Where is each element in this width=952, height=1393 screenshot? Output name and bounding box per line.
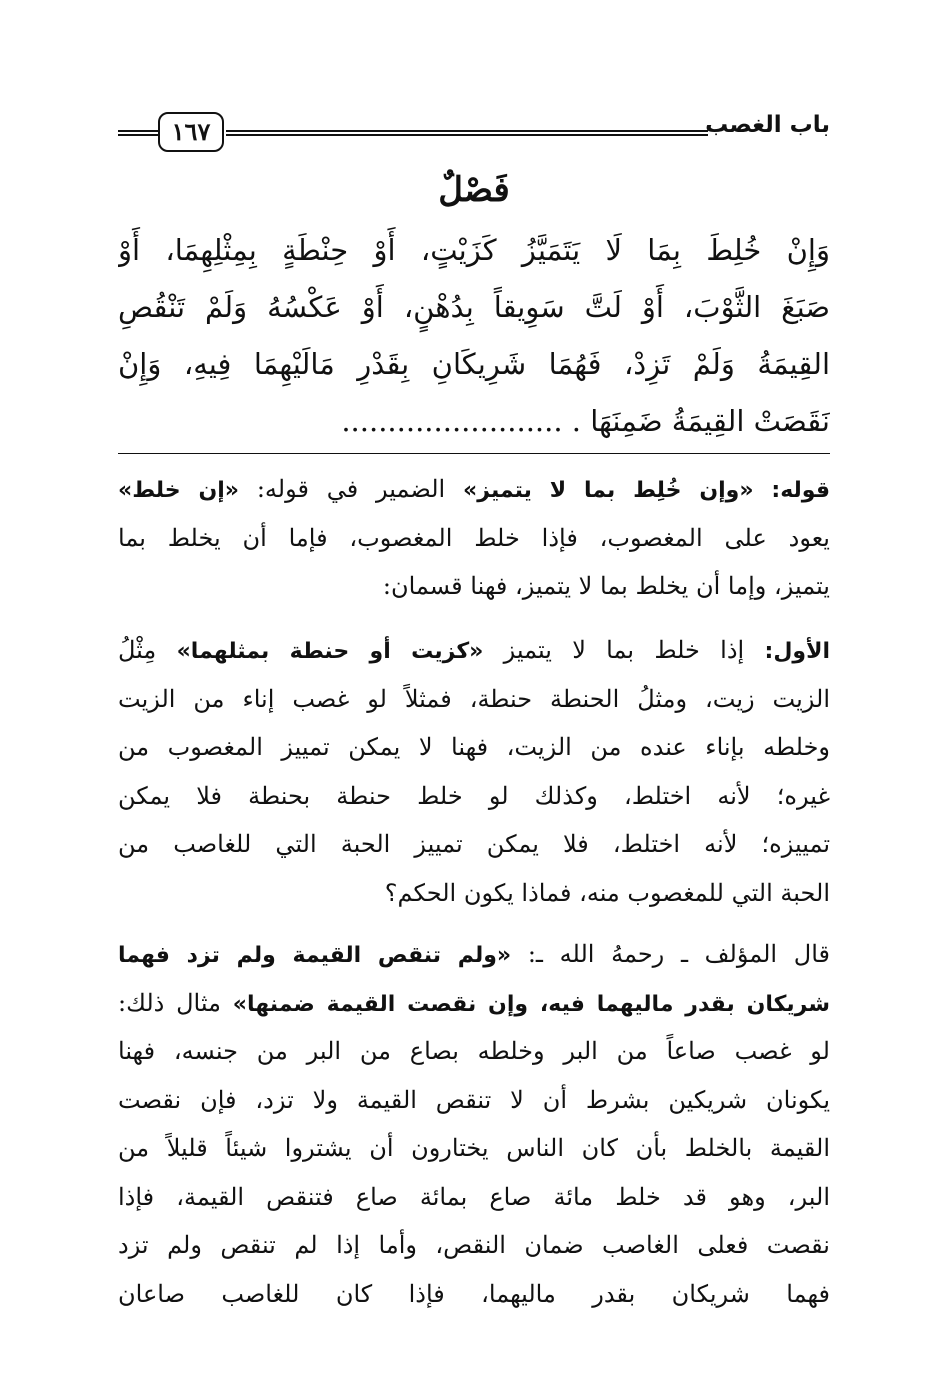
running-header <box>118 108 830 156</box>
commentary-text: قال المؤلف ـ رحمهُ الله ـ: <box>527 940 830 968</box>
matn-text <box>118 222 830 450</box>
commentary-line <box>118 626 830 675</box>
commentary-text: مِثْلُ <box>118 636 157 664</box>
commentary-line: نقصت فعلى الغاصب ضمان النقص، وأما إذا لم تنقص ولم تزد <box>118 1231 830 1259</box>
matn-line: نَقَصَتْ القِيمَةُ ضَمِنَهَا . ........................ <box>341 404 830 438</box>
matn-line: وَإِنْ خُلِطَ بِمَا لَا يَتَمَيَّزُ كَزَيْتٍ، أَوْ حِنْطَةٍ بِمِثْلِهِمَا، أَوْ <box>118 233 830 267</box>
quoted-matn: «وإن خُلِط بما لا يتميز» <box>463 478 754 503</box>
commentary-line: الزيت زيت، ومثلُ الحنطة حنطة، فمثلاً لو غصب إناء من الزيت <box>118 684 830 713</box>
commentary-line: يعود على المغصوب، فإذا خلط المغصوب، فإما أن يخلط بما <box>118 523 830 552</box>
header-rule-left <box>118 130 158 136</box>
quoted-matn: «كزيت أو حنطة بمثلهما» <box>176 639 484 664</box>
header-rule-right <box>226 130 708 136</box>
quoted-matn: «ولم تنقص القيمة ولم تزد فهما <box>118 943 512 968</box>
commentary-line <box>118 930 830 979</box>
commentary-paragraph <box>118 626 830 917</box>
commentary-paragraph <box>118 930 830 1318</box>
commentary-line: الحبة التي للمغصوب منه، فماذا يكون الحكم؟ <box>384 878 830 907</box>
commentary-line: يكونان شريكين بشرط أن لا تنقص القيمة ولا تزد، فإن نقصت <box>118 1085 830 1114</box>
bold-label: الأول: <box>764 639 830 664</box>
commentary-text: مثال ذلك: <box>118 988 221 1017</box>
commentary-line: القيمة بالخلط بأن كان الناس يختارون أن يشتروا شيئاً قليلاً من <box>118 1134 830 1162</box>
commentary-paragraph <box>118 465 830 611</box>
commentary-line: تمييزه؛ لأنه اختلط، فلا يمكن تمييز الحبة التي للغاصب من <box>118 830 830 858</box>
matn-line: صَبَغَ الثَّوْبَ، أَوْ لَتَّ سَوِيقاً بِدُهْنٍ، أَوْ عَكْسُهُ وَلَمْ تَنْقُصِ <box>118 290 830 324</box>
commentary-line <box>118 465 830 514</box>
quoted-matn: شريكان بقدر ماليهما فيه، وإن نقصت القيمة ضمنها» <box>232 991 830 1017</box>
commentary-line: غيره؛ لأنه اختلط، وكذلك لو خلط حنطة بحنطة فلا يمكن <box>118 781 830 810</box>
matn-line: القِيمَةُ وَلَمْ تَزِدْ، فَهُمَا شَرِيكَانِ بِقَدْرِ مَالَيْهِمَا فِيهِ، وَإِنْ <box>118 347 830 381</box>
commentary-line: لو غصب صاعاً من البر وخلطه بصاع من البر من جنسه، فهنا <box>118 1037 830 1065</box>
commentary-text: إذا خلط بما لا يتميز <box>503 636 745 664</box>
commentary-text: الضمير في قوله: <box>256 475 446 503</box>
commentary-line: البر، وهو قد خلط مائة صاع بمائة صاع فتنقص القيمة، فإذا <box>118 1182 830 1211</box>
commentary-line <box>118 979 830 1028</box>
commentary-line: وخلطه بإناء عنده من الزيت، فهنا لا يمكن تمييز المغصوب من <box>118 733 830 761</box>
commentary-line: فهما شريكان بقدر ماليهما، فإذا كان للغاصب صاعان <box>118 1279 830 1308</box>
commentary-line: يتميز، وإما أن يخلط بما لا يتميز، فهنا قسمان: <box>382 572 830 600</box>
page-number: ١٦٧ <box>158 112 224 152</box>
quoted-matn: «إن خلط» <box>118 478 239 503</box>
bold-label: قوله: <box>771 478 830 503</box>
separator-rule <box>118 453 830 454</box>
chapter-title: باب الغصب <box>705 112 830 138</box>
section-title: فَصْلٌ <box>438 170 510 210</box>
